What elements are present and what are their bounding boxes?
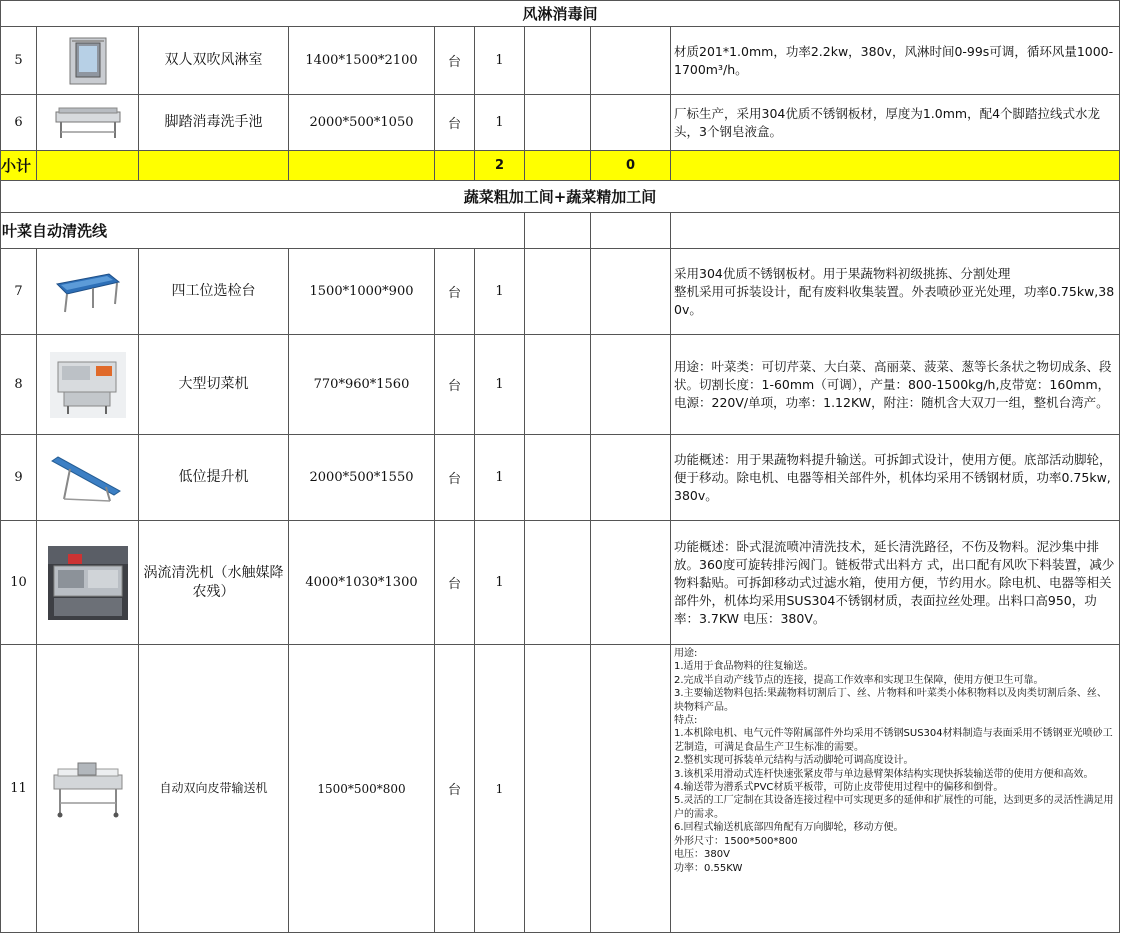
item-qty: 1 [475,521,525,645]
vegetable-cutter-icon [50,352,126,418]
hand-wash-sink-icon [53,106,123,140]
description-line: 6.回程式输送机底部四角配有万向脚轮，移动方便。 [674,822,904,834]
table-row [1,335,1120,435]
empty-cell [591,435,671,521]
product-image-cell [37,521,139,645]
item-unit: 台 [435,249,475,335]
item-name: 四工位选检台 [139,249,289,335]
item-unit: 台 [435,435,475,521]
section-header-row [1,1,1120,27]
item-spec: 2000*500*1550 [289,435,435,521]
belt-conveyor-icon [48,759,128,819]
product-image-cell [37,645,139,933]
empty-cell [671,151,1120,181]
section-header-row [1,181,1120,213]
item-unit: 台 [435,521,475,645]
section-title: 蔬菜粗加工间+蔬菜精加工间 [1,181,1120,213]
table-row [1,435,1120,521]
description-line: 采用304优质不锈钢板材。用于果蔬物料初级挑拣、分割处理 [674,265,1011,281]
table-row [1,27,1120,95]
subtotal-row [1,151,1120,181]
description-line: 2.整机实现可拆装单元结构与活动脚轮可调高度设计。 [674,755,914,767]
item-spec: 1400*1500*2100 [289,27,435,95]
empty-cell [139,151,289,181]
empty-cell [591,335,671,435]
item-number: 5 [1,27,37,95]
incline-elevator-icon [50,453,126,503]
description-line: 4.输送带为潜系式PVC材质平板带，可防止皮带使用过程中的偏移和倒骨。 [674,782,1004,794]
description-line: 用途: [674,648,698,659]
item-number: 8 [1,335,37,435]
item-number: 7 [1,249,37,335]
item-description: 材质201*1.0mm，功率2.2kw，380v，风淋时间0-99s可调，循环风量1000-1700m³/h。 [671,27,1120,95]
empty-cell [525,435,591,521]
item-unit: 台 [435,95,475,151]
item-qty: 1 [475,95,525,151]
item-description: 功能概述：用于果蔬物料提升输送。可拆卸式设计，使用方便。底部活动脚轮，便于移动。除电机、电器等相关部件外，机体均采用不锈钢材质，功率0.75kw,380v。 [671,435,1120,521]
product-image-cell [37,335,139,435]
item-name: 双人双吹风淋室 [139,27,289,95]
table-row [1,645,1120,933]
item-number: 9 [1,435,37,521]
item-qty: 1 [475,249,525,335]
item-spec: 770*960*1560 [289,335,435,435]
empty-cell [591,213,671,249]
description-line: 3.主要输送物料包括:果蔬物料切割后丁、丝、片物料和叶菜类小体积物料以及肉类切割后条、丝、块物料产品。 [674,688,1107,713]
empty-cell [525,249,591,335]
item-unit: 台 [435,645,475,933]
empty-cell [435,151,475,181]
vortex-washer-icon [48,546,128,620]
product-image-cell [37,435,139,521]
item-spec: 1500*500*800 [289,645,435,933]
subsection-title: 叶菜自动清洗线 [1,213,525,249]
item-unit: 台 [435,335,475,435]
item-description: 功能概述：卧式混流喷冲清洗技术，延长清洗路径，不伤及物料。泥沙集中排放。360度可旋转排污阀门。链板带式出料方 式，出口配有风吹下料装置，减少物料黏贴。可拆卸移动式过滤水箱，使用方便，节约用水。除电机、电器等相关部件外，机体均采用SUS304不锈钢材质，表面拉丝处理。出料口高950，功率：3.7KW 电压：380V。 [671,521,1120,645]
item-spec: 2000*500*1050 [289,95,435,151]
description-line: 2.完成半自动产线节点的连接，提高工作效率和实现卫生保障，使用方便卫生可靠。 [674,674,1044,686]
product-image-cell [37,27,139,95]
table-row [1,249,1120,335]
empty-cell [591,27,671,95]
item-name: 涡流清洗机（水触媒降农残） [139,521,289,645]
empty-cell [525,213,591,249]
product-image-cell [37,95,139,151]
item-name: 低位提升机 [139,435,289,521]
empty-cell [591,645,671,933]
description-line: 外形尺寸：1500*500*800 [674,835,798,847]
subtotal-amount: 0 [591,151,671,181]
description-line: 3.该机采用滑动式连杆快速张紧皮带与单边悬臂架体结构实现快拆装输送带的使用方便和高效。 [674,768,1094,780]
empty-cell [525,151,591,181]
empty-cell [591,95,671,151]
item-name: 大型切菜机 [139,335,289,435]
description-line: 5.灵活的工厂定制在其设备连接过程中可实现更多的延伸和扩展性的可能，达到更多的灵活性满足用户的需求。 [674,795,1114,820]
empty-cell [525,521,591,645]
item-number: 6 [1,95,37,151]
item-description [671,645,1120,933]
item-spec: 4000*1030*1300 [289,521,435,645]
air-shower-room-icon [68,36,108,86]
subsection-row [1,213,1120,249]
item-name: 脚踏消毒洗手池 [139,95,289,151]
description-line: 1.本机除电机、电气元件等附属部件外均采用不锈钢SUS304材料制造与表面采用不锈钢亚光喷砂工艺制造，可满足食品生产卫生标准的需要。 [674,728,1113,753]
item-number: 10 [1,521,37,645]
item-qty: 1 [475,435,525,521]
section-title: 风淋消毒间 [1,1,1120,27]
subtotal-label: 小计 [1,151,37,181]
empty-cell [591,249,671,335]
empty-cell [289,151,435,181]
empty-cell [525,645,591,933]
description-line: 1.适用于食品物料的往复输送。 [674,661,814,673]
table-row [1,95,1120,151]
empty-cell [525,27,591,95]
item-name: 自动双向皮带输送机 [139,645,289,933]
item-qty: 1 [475,335,525,435]
item-spec: 1500*1000*900 [289,249,435,335]
empty-cell [525,95,591,151]
item-description [671,249,1120,335]
description-line: 特点: [674,715,698,727]
item-qty: 1 [475,27,525,95]
empty-cell [591,521,671,645]
empty-cell [37,151,139,181]
description-line: 功率：0.55KW [674,862,743,874]
item-description: 用途：叶菜类：可切芹菜、大白菜、高丽菜、菠菜、葱等长条状之物切成条、段状。切割长度：1-60mm（可调），产量：800-1500kg/h,皮带宽：160mm，电源：220V/单项，功率：1.12KW，附注：随机含大双刀一组，整机台湾产。 [671,335,1120,435]
empty-cell [671,213,1120,249]
product-image-cell [37,249,139,335]
description-line: 电压：380V [674,849,730,861]
item-number: 11 [1,645,37,933]
table-row [1,521,1120,645]
item-qty: 1 [475,645,525,933]
empty-cell [525,335,591,435]
description-line: 整机采用可拆装设计，配有废料收集装置。外表喷砂亚光处理，功率0.75kw,380v。 [674,283,1115,317]
sorting-table-icon [53,268,123,316]
subtotal-qty: 2 [475,151,525,181]
item-description: 厂标生产，采用304优质不锈钢板材，厚度为1.0mm，配4个脚踏拉线式水龙头，3个钢皂液盒。 [671,95,1120,151]
item-unit: 台 [435,27,475,95]
